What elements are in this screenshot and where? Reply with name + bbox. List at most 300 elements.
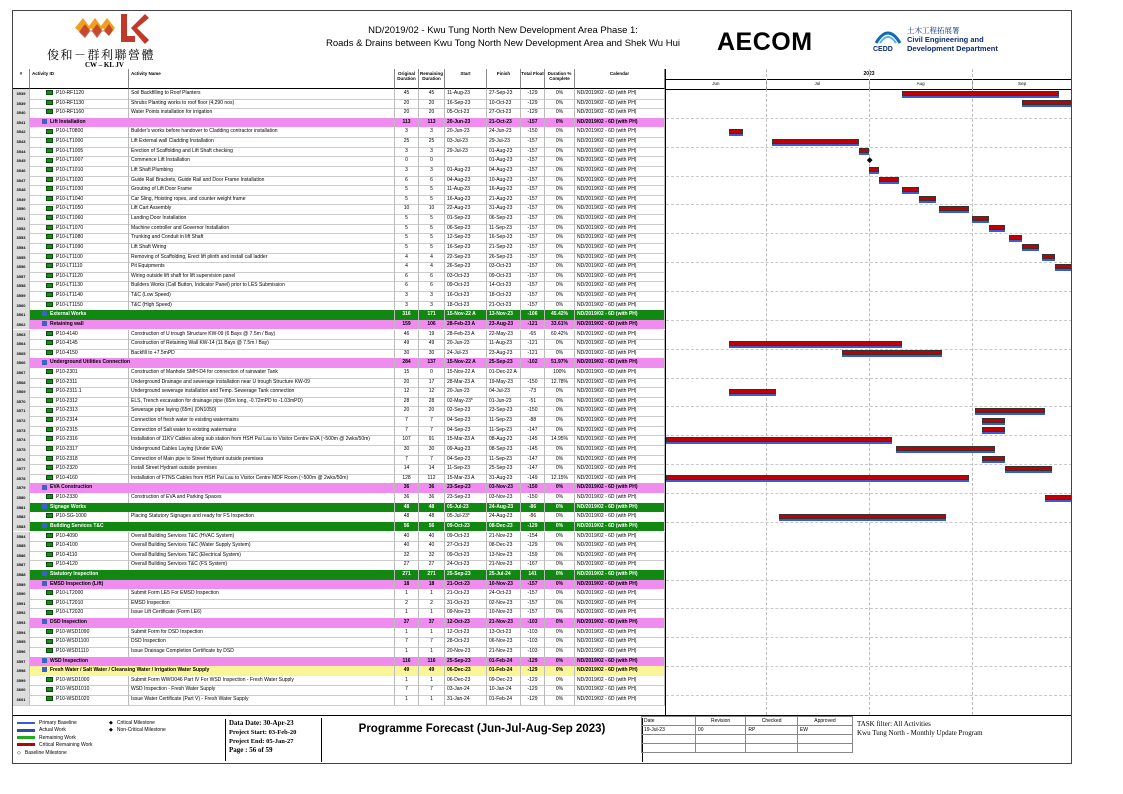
cell-text: 3544 [16, 148, 26, 154]
wbs-row[interactable] [13, 320, 665, 330]
cell-pct [545, 243, 575, 253]
cell-text: 37 [428, 619, 435, 626]
col-header-start[interactable]: Start [445, 69, 487, 89]
baseline-bar [1045, 500, 1071, 502]
cell-text: 1 [405, 696, 408, 703]
wbs-icon [42, 119, 47, 124]
cell-text: 27 [428, 561, 435, 568]
cell-text: 25 [428, 138, 435, 145]
cell-calendar [575, 195, 665, 205]
cell-text: Guide Rail Brackets, Guide Rail and Door Frame Installation [131, 176, 265, 183]
cell-text: P10-LT2000 [56, 590, 84, 597]
cell-pct [545, 445, 575, 455]
cell-start [445, 685, 487, 695]
wbs-row[interactable] [13, 570, 665, 580]
col-header-total-float[interactable]: Total Float [521, 69, 545, 89]
cell-rem-dur [419, 310, 445, 320]
cell-text: ND/2019/02 - 6D (with PH) [577, 657, 638, 664]
cell-text: 03-Jul-23 [447, 138, 468, 145]
cell-activity-id [30, 358, 395, 368]
cell-total-float [521, 464, 545, 474]
cell-activity-name [129, 608, 395, 618]
cell-activity-id [30, 551, 129, 561]
cell-text: 7 [430, 455, 433, 462]
cell-orig-dur [395, 368, 419, 378]
wbs-row[interactable] [13, 657, 665, 667]
cell-text: -103 [527, 647, 538, 654]
cell-activity-id [30, 685, 129, 695]
cell-rem-dur [419, 474, 445, 484]
cell-orig-dur [395, 503, 419, 513]
cell-orig-dur [395, 204, 419, 214]
cell-pct [545, 580, 575, 590]
cell-text: 04-Sep-23 [447, 426, 471, 433]
milestone-marker[interactable]: ◆ [867, 157, 873, 165]
cell-text: P10-4145 [56, 340, 78, 347]
cell-text: ND/2019/02 - 6D (with PH) [577, 609, 637, 616]
cell-start [445, 358, 487, 368]
cell-text: P10-LT1100 [56, 253, 83, 260]
wbs-row[interactable] [13, 580, 665, 590]
cell-text: 08-Aug-23 [489, 436, 513, 443]
cell-calendar [575, 253, 665, 263]
cell-text: 40 [428, 532, 435, 539]
cell-start [445, 589, 487, 599]
wbs-row[interactable] [13, 310, 665, 320]
cell-rowno [13, 339, 30, 349]
cell-text: Car Sling, Hoisting ropes, and counter weight frame [131, 195, 246, 202]
cell-orig-dur [395, 291, 419, 301]
cell-activity-id [30, 464, 129, 474]
cell-start [445, 368, 487, 378]
cell-text: 1 [430, 609, 433, 616]
cell-text: 28 [403, 397, 410, 404]
cell-orig-dur [395, 666, 419, 676]
cell-rowno [13, 455, 30, 465]
cell-orig-dur [395, 618, 419, 628]
cell-rowno [13, 532, 30, 542]
cell-finish [487, 512, 521, 522]
cell-text: 0% [555, 272, 564, 279]
cell-total-float [521, 224, 545, 234]
cell-text: 3 [430, 128, 433, 135]
cell-text: 3580 [16, 495, 26, 501]
task-icon [46, 388, 53, 393]
cell-orig-dur [395, 387, 419, 397]
cell-rem-dur [419, 406, 445, 416]
cell-activity-name [129, 599, 395, 609]
cell-activity-id [30, 570, 395, 580]
gantt-row-divider [666, 493, 1071, 494]
cell-text: P10-LT1110 [56, 263, 83, 270]
cell-finish [487, 435, 521, 445]
baseline-bar [842, 355, 942, 357]
cell-orig-dur [395, 349, 419, 359]
cell-rowno [13, 406, 30, 416]
cell-total-float [521, 330, 545, 340]
cell-text: P10-LT0800 [56, 128, 84, 135]
cell-rowno [13, 291, 30, 301]
cell-activity-id [30, 378, 129, 388]
wbs-row[interactable] [13, 503, 665, 513]
col-header-finish[interactable]: Finish [487, 69, 521, 89]
cell-text: ND/2019/02 - 6D (with PH) [577, 378, 637, 385]
cell-orig-dur [395, 560, 419, 570]
col-header-pct[interactable]: Duration % Complete [545, 69, 575, 89]
task-icon [46, 90, 53, 95]
cell-text: 0% [555, 388, 564, 395]
cell-text: 11-Sep-23 [489, 224, 512, 231]
cell-pct [545, 483, 575, 493]
cell-total-float [521, 137, 545, 147]
task-icon [46, 100, 53, 105]
cell-orig-dur [395, 118, 419, 128]
cell-text: P10-4090 [56, 532, 78, 539]
cell-text: ND/2019/02 - 6D (with PH) [577, 551, 637, 558]
cell-text: P10-RF1130 [56, 99, 84, 106]
cell-text: 3568 [16, 379, 26, 385]
cell-text: P10-2301 [56, 368, 78, 375]
cell-text: 21-Nov-23 [489, 532, 513, 539]
col-header-calendar[interactable]: Calendar [575, 69, 665, 89]
cell-text: 09-Oct-23 [447, 532, 470, 539]
cell-text: 11-Aug-23 [447, 186, 470, 193]
gantt-row-divider [666, 262, 1071, 263]
cell-pct [545, 416, 575, 426]
cell-pct [545, 195, 575, 205]
cell-text: 5 [430, 186, 433, 193]
cell-pct [545, 570, 575, 580]
col-header-activity-name[interactable]: Activity Name [129, 69, 395, 89]
cell-text: ND/2019/02 - 6D (with PH) [577, 186, 637, 193]
cell-activity-name [129, 406, 395, 416]
cell-text: 20 [403, 99, 410, 106]
cell-text: 10 [403, 205, 410, 212]
cell-activity-id [30, 127, 129, 137]
rev-empty [746, 744, 798, 753]
cell-text: 20 [428, 99, 435, 106]
cell-text: 3542 [16, 129, 26, 135]
task-icon [46, 629, 53, 634]
cell-pct [545, 176, 575, 186]
cell-text: 271 [402, 571, 411, 577]
cell-pct [545, 368, 575, 378]
cell-activity-name [129, 628, 395, 638]
cell-rem-dur [419, 166, 445, 176]
cell-text: 0% [555, 195, 564, 202]
cell-text: -157 [527, 263, 538, 270]
task-icon [46, 331, 53, 336]
cell-activity-id [30, 406, 129, 416]
col-header-orig-dur[interactable]: Original Duration [395, 69, 419, 89]
cell-pct [545, 281, 575, 291]
cell-text: P10-RF1120 [56, 90, 84, 96]
legend-label: Critical Remaining Work [39, 742, 93, 749]
cell-rem-dur [419, 541, 445, 551]
col-header-rem-dur[interactable]: Remaining Duration [419, 69, 445, 89]
cell-orig-dur [395, 253, 419, 263]
cell-text: 3587 [16, 562, 26, 568]
cell-activity-id [30, 503, 395, 513]
cell-text: 23-Aug-23 [489, 349, 513, 356]
cell-text: 3556 [16, 264, 26, 270]
cell-text: 20 [403, 407, 410, 414]
task-icon [46, 283, 53, 288]
cell-text: 08-Dec-23 [489, 522, 513, 529]
cell-rem-dur [419, 330, 445, 340]
cell-calendar [575, 320, 665, 330]
cell-orig-dur [395, 358, 419, 368]
cell-text: ND/2019/02 - 6D (with PH) [577, 368, 637, 375]
cell-activity-id [30, 426, 129, 436]
gantt-row-divider [666, 378, 1071, 379]
cell-text: 3601 [16, 697, 26, 703]
cell-text: 5 [430, 234, 433, 241]
cell-text: 5 [405, 215, 408, 222]
cell-calendar [575, 301, 665, 311]
cell-text: 7 [405, 455, 408, 462]
cell-text: P10-2314 [56, 417, 78, 424]
cell-calendar [575, 435, 665, 445]
cell-text: 20-Jun-23 [447, 388, 470, 395]
cell-text: 128 [402, 474, 411, 481]
wbs-row[interactable] [13, 618, 665, 628]
task-icon [46, 542, 53, 547]
cell-total-float [521, 99, 545, 109]
cell-text: ND/2019/02 - 6D (with PH) [577, 128, 637, 135]
cell-start [445, 301, 487, 311]
cell-text: 5 [430, 215, 433, 222]
cell-activity-id [30, 522, 395, 532]
baseline-bar [902, 96, 1058, 98]
table-row[interactable] [13, 695, 665, 706]
cell-text: 0% [555, 628, 564, 635]
cell-text: 3549 [16, 196, 26, 202]
cell-text: P10-2320 [56, 465, 78, 472]
cell-total-float [521, 647, 545, 657]
cell-text: P10-LT1020 [56, 176, 84, 183]
baseline-bar [729, 394, 776, 396]
gantt-row-divider [666, 695, 1071, 696]
cell-text: Commence Lift Installation [131, 157, 190, 164]
rev-empty [695, 744, 745, 753]
cell-text: 6 [405, 272, 408, 279]
task-icon [46, 292, 53, 297]
cell-orig-dur [395, 532, 419, 542]
cell-text: 09-Oct-23 [447, 551, 470, 558]
cell-text: 18 [428, 580, 435, 587]
cell-text: ND/2019/02 - 6D (with PH) [577, 340, 637, 347]
cell-text: 23-Sep-23 [489, 407, 513, 414]
cell-text: P10-LT1030 [56, 186, 84, 193]
cell-start [445, 281, 487, 291]
cell-activity-name [129, 378, 395, 388]
cell-text: 116 [427, 657, 436, 664]
cell-finish [487, 320, 521, 330]
cell-text: P10-WSD1020 [56, 696, 90, 703]
task-icon [46, 456, 53, 461]
cell-rowno [13, 176, 30, 186]
cell-text: 3600 [16, 687, 26, 693]
cell-activity-name [129, 349, 395, 359]
cell-text: ND/2019/02 - 6D (with PH) [577, 118, 638, 125]
cell-activity-name [129, 272, 395, 282]
task-icon [46, 610, 53, 615]
cell-text: -150 [527, 484, 538, 491]
cell-text: 3582 [16, 514, 26, 520]
cell-text: -121 [527, 340, 538, 347]
cell-text: Underground Drainage and sewerage installation near U trough Structure KW-09 [131, 378, 310, 385]
wbs-row[interactable] [13, 118, 665, 128]
cell-finish [487, 532, 521, 542]
cell-text: 7 [430, 417, 433, 424]
cell-orig-dur [395, 176, 419, 186]
cell-text: 27-Oct-23 [447, 542, 470, 549]
cell-text: -150 [527, 128, 538, 135]
cell-text: 284 [402, 359, 411, 366]
wbs-row[interactable] [13, 666, 665, 676]
cell-text: 3557 [16, 273, 26, 279]
cell-calendar [575, 127, 665, 137]
cell-text: -103 [527, 628, 538, 635]
cell-activity-name [129, 695, 395, 705]
wbs-row[interactable] [13, 483, 665, 493]
cell-text: 7 [405, 426, 408, 433]
cell-text: ND/2019/02 - 6D (with PH) [577, 349, 637, 356]
cell-finish [487, 455, 521, 465]
cell-finish [487, 522, 521, 532]
cell-rem-dur [419, 176, 445, 186]
cell-text: 0% [555, 455, 564, 462]
cell-calendar [575, 685, 665, 695]
cell-text: P10-WSD1100 [56, 638, 89, 645]
cell-text: P10-LT1120 [56, 272, 83, 279]
cell-text: 3555 [16, 254, 26, 260]
cell-pct [545, 695, 575, 705]
cell-text: -157 [527, 301, 538, 308]
cell-text: ND/2019/02 - 6D (with PH) [577, 436, 637, 443]
cell-pct [545, 560, 575, 570]
cell-activity-id [30, 589, 129, 599]
cell-start [445, 176, 487, 186]
task-icon [46, 494, 53, 499]
cell-text: 1 [430, 628, 433, 635]
cell-rowno [13, 580, 30, 590]
cell-activity-id [30, 512, 129, 522]
cell-text: ND/2019/02 - 6D (with PH) [577, 580, 638, 587]
task-icon [46, 244, 53, 249]
timescale-month: Aug [869, 79, 973, 90]
cell-pct [545, 339, 575, 349]
cell-text: Backfill to +7.5mPD [131, 349, 175, 356]
cell-text: 01-Sep-23 [447, 215, 471, 222]
cedd-english-2: Development Department [907, 44, 998, 53]
cell-orig-dur [395, 628, 419, 638]
cell-text: 0% [555, 638, 564, 645]
cell-text: 11-Sep-23 [447, 465, 470, 472]
cell-activity-name [129, 185, 395, 195]
cell-text: ND/2019/02 - 6D (with PH) [577, 90, 637, 96]
cell-text: 3565 [16, 350, 26, 356]
cell-text: 3577 [16, 466, 26, 472]
cell-text: 107 [402, 436, 411, 443]
cell-text: 0% [555, 90, 564, 96]
cell-calendar [575, 580, 665, 590]
cell-text: 3548 [16, 187, 26, 193]
cell-text: 09-Oct-23 [489, 272, 512, 279]
task-icon [46, 340, 53, 345]
cell-text: 7 [405, 417, 408, 424]
col-header-activity-id[interactable]: Activity ID [30, 69, 129, 89]
cell-text: 11-Aug-23 [447, 90, 470, 96]
cell-text: Shrubs Planting works to roof floor (4,290 nos) [131, 99, 235, 106]
baseline-bar [859, 153, 869, 155]
task-icon [46, 513, 53, 518]
wbs-row[interactable] [13, 522, 665, 532]
cell-text: -150 [527, 407, 538, 414]
cell-calendar [575, 233, 665, 243]
wbs-row[interactable] [13, 358, 665, 368]
cell-total-float [521, 628, 545, 638]
cell-text: ND/2019/02 - 6D (with PH) [577, 292, 637, 299]
cell-text: -159 [527, 551, 538, 558]
cell-text: P10-WSD1090 [56, 628, 90, 635]
cell-activity-id [30, 118, 395, 128]
legend-label: Baseline Milestone [24, 749, 67, 756]
cell-finish [487, 493, 521, 503]
cell-text: 3585 [16, 543, 26, 549]
cell-start [445, 204, 487, 214]
wbs-icon [42, 321, 47, 326]
cell-text: -157 [527, 282, 538, 289]
legend-remaining-work [17, 735, 93, 742]
cell-rowno [13, 156, 30, 166]
cell-finish [487, 368, 521, 378]
cell-text: -129 [527, 667, 538, 674]
cell-pct [545, 108, 575, 118]
cell-start [445, 330, 487, 340]
cell-text: -157 [527, 138, 538, 145]
cell-text: 28-Feb-23 A [447, 330, 475, 337]
cell-text: ND/2019/02 - 6D (with PH) [577, 330, 637, 337]
cell-rowno [13, 685, 30, 695]
cell-text: 3595 [16, 639, 26, 645]
cell-text: 3569 [16, 389, 26, 395]
page-footer [13, 715, 1071, 764]
cell-text: 14.95% [551, 436, 568, 443]
cell-text: 27-Oct-23 [489, 109, 512, 116]
cell-start [445, 657, 487, 667]
cell-calendar [575, 137, 665, 147]
cell-text: ND/2019/02 - 6D (with PH) [577, 157, 637, 164]
cell-pct [545, 608, 575, 618]
cell-text: 3 [405, 292, 408, 299]
cell-finish [487, 339, 521, 349]
cell-orig-dur [395, 435, 419, 445]
cell-total-float [521, 166, 545, 176]
task-icon [46, 446, 53, 451]
cell-rowno [13, 474, 30, 484]
cell-text: 36 [403, 484, 410, 491]
cell-calendar [575, 599, 665, 609]
cell-text: ND/2019/02 - 6D (with PH) [577, 234, 637, 241]
cell-text: 04-Sep-23 [447, 455, 471, 462]
cell-activity-name [129, 291, 395, 301]
cell-rowno [13, 272, 30, 282]
cell-text: 3592 [16, 610, 26, 616]
cell-start [445, 118, 487, 128]
cell-rem-dur [419, 397, 445, 407]
